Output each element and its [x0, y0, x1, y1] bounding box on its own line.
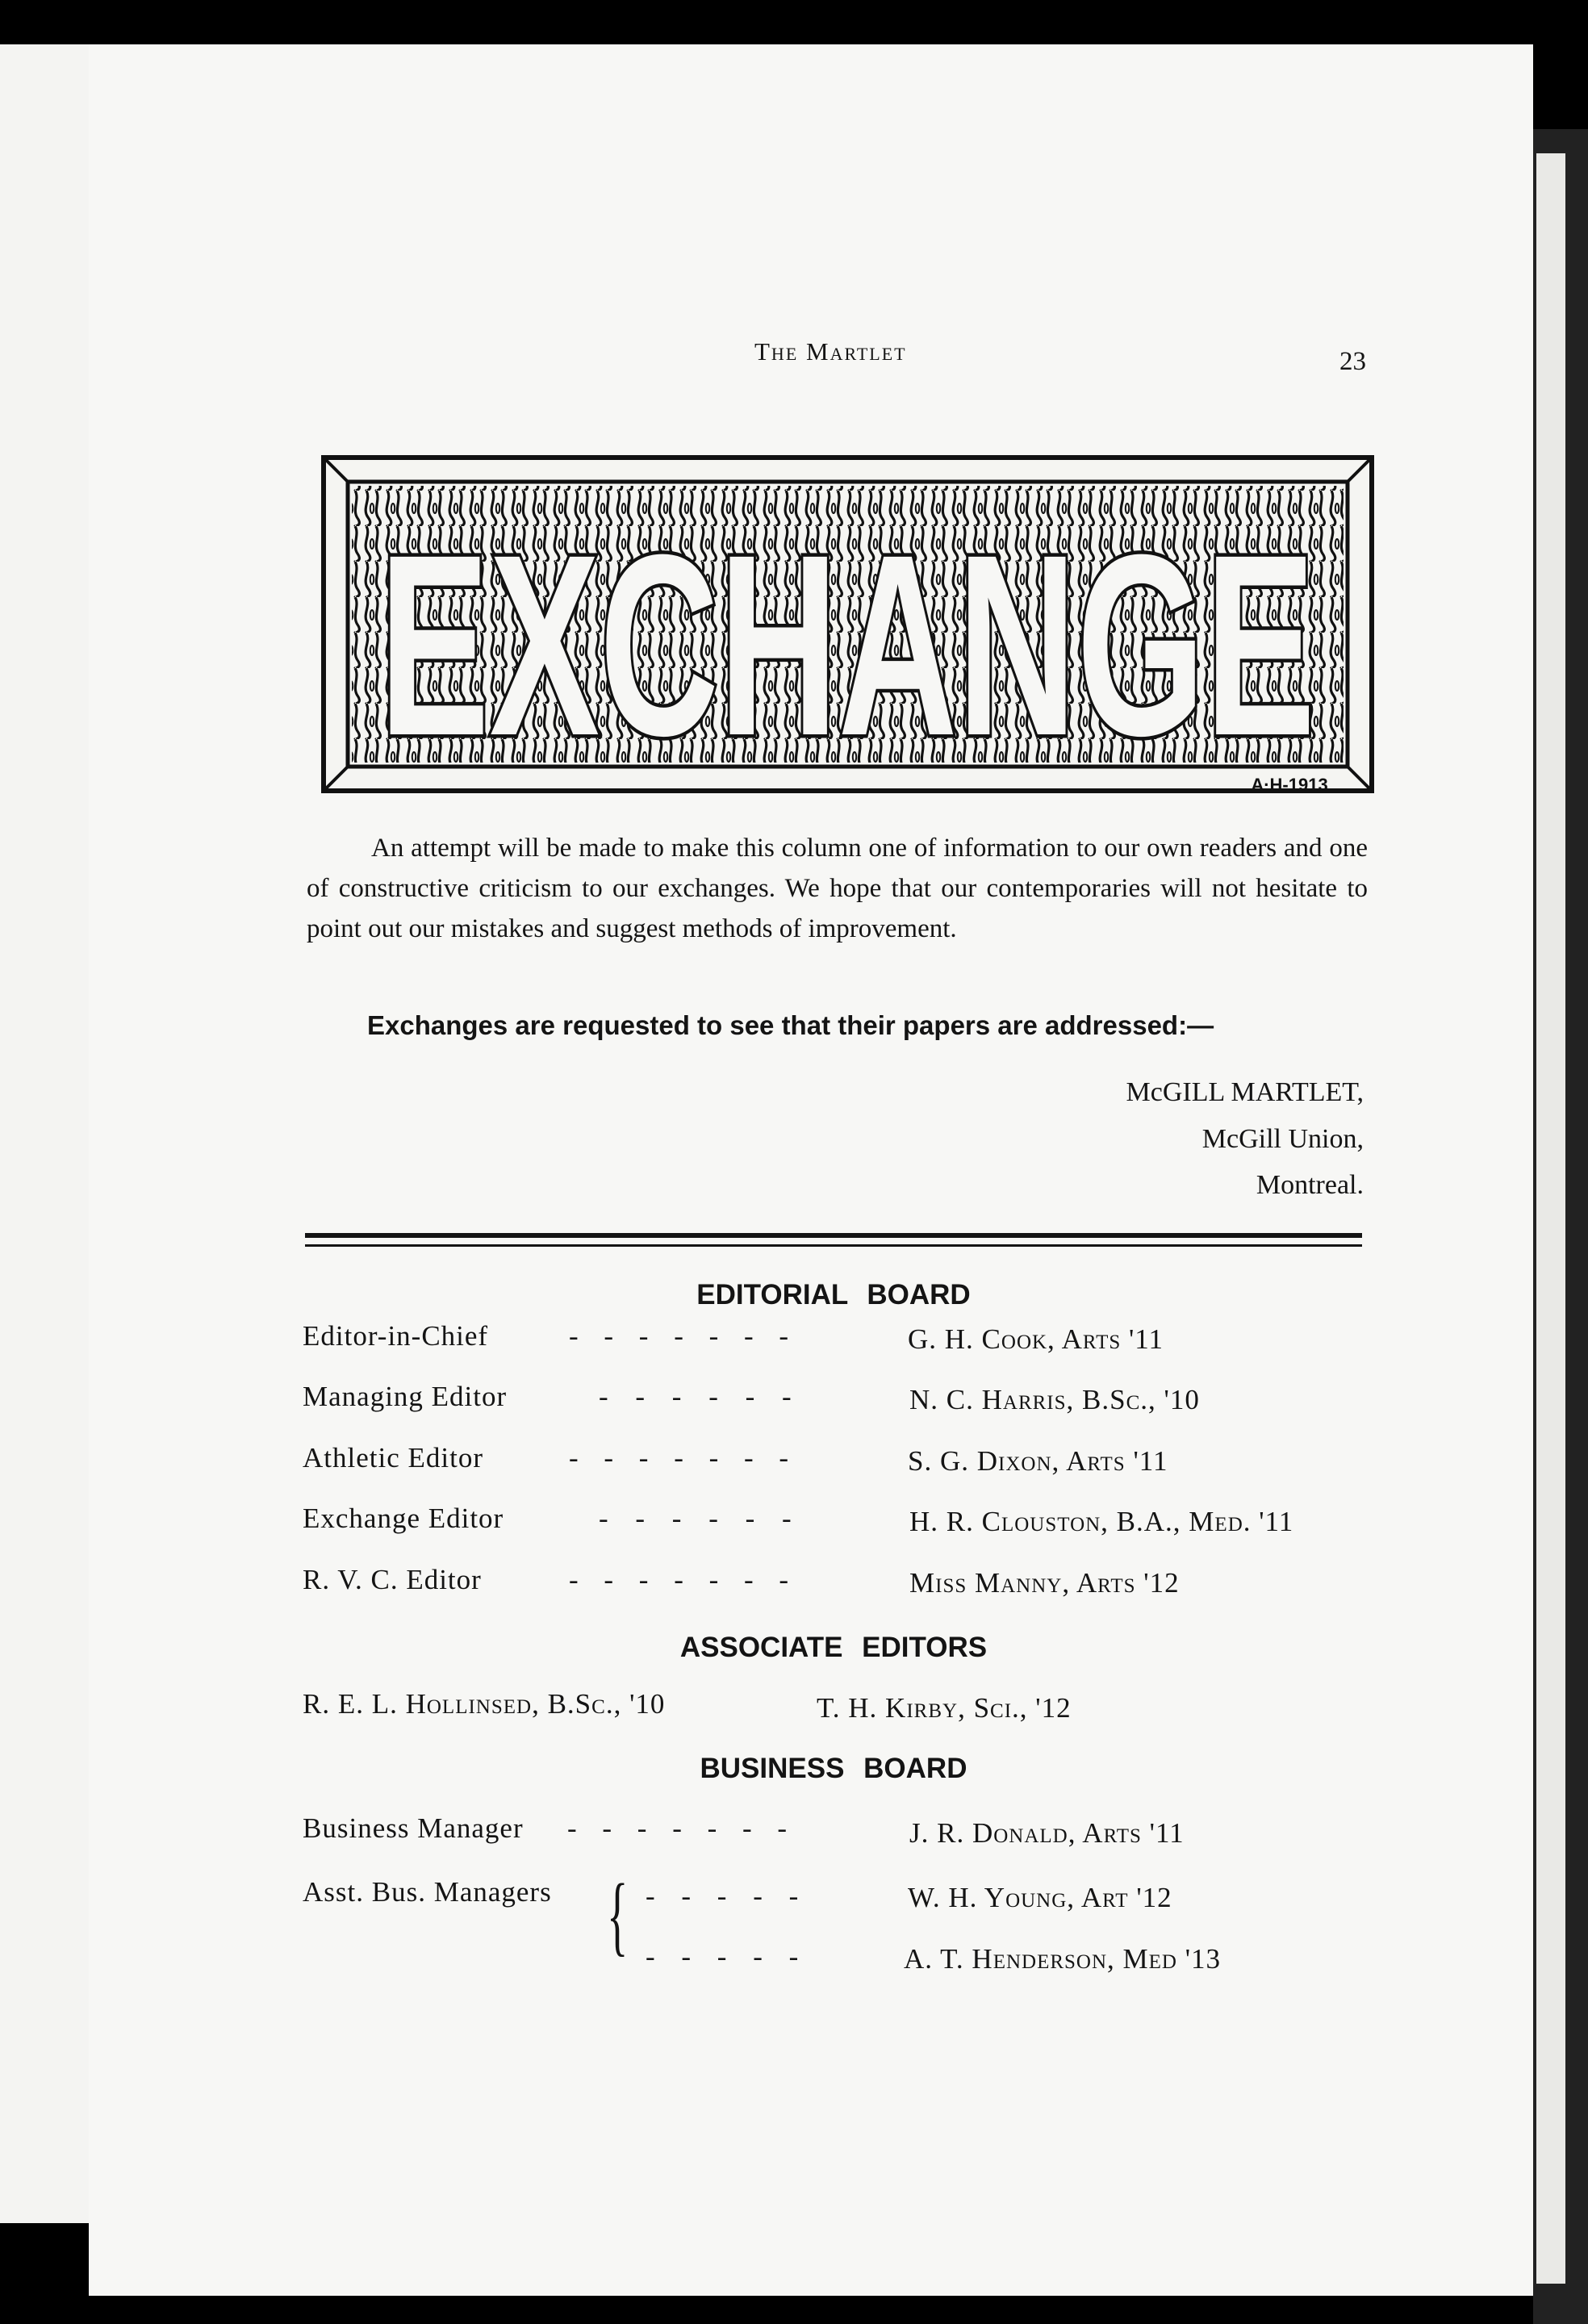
running-title: The Martlet	[754, 337, 907, 366]
leader-dots: - - - - -	[646, 1941, 799, 1972]
staff-name: Miss Manny, Arts '12	[909, 1567, 1180, 1599]
next-page-edge	[1536, 153, 1565, 2284]
leader-dots: - - - - - - -	[567, 1812, 788, 1844]
double-rule-lower	[305, 1244, 1362, 1247]
banner-heading: EXCHANGE	[379, 500, 1315, 789]
staff-role: Managing Editor	[303, 1381, 508, 1412]
exchange-banner	[321, 455, 1374, 796]
associate-editor-name: R. E. L. Hollinsed, B.Sc., '10	[303, 1688, 666, 1720]
editorial-board-title: EDITORIAL BOARD	[696, 1279, 971, 1310]
staff-name: W. H. Young, Art '12	[908, 1882, 1172, 1913]
address-line-3: Montreal.	[1256, 1170, 1364, 1200]
intro-paragraph	[307, 828, 1368, 949]
artist-mark: A·H-1913	[1251, 775, 1328, 795]
associate-editor-name: T. H. Kirby, Sci., '12	[817, 1692, 1072, 1724]
staff-name: S. G. Dixon, Arts '11	[908, 1445, 1168, 1477]
leader-dots: - - - - - - -	[569, 1320, 789, 1352]
double-rule-upper	[305, 1233, 1362, 1238]
leader-dots: - - - - -	[646, 1880, 799, 1912]
address-line-1: McGILL MARTLET,	[1126, 1077, 1364, 1107]
staff-name: N. C. Harris, B.Sc., '10	[909, 1384, 1200, 1415]
staff-name: G. H. Cook, Arts '11	[908, 1323, 1164, 1355]
grouping-brace: {	[607, 1866, 629, 1964]
associate-editors-title: ASSOCIATE EDITORS	[679, 1632, 988, 1663]
leader-dots: - - - - - -	[599, 1503, 792, 1534]
staff-name: A. T. Henderson, Med '13	[904, 1943, 1222, 1975]
leader-dots: - - - - - -	[599, 1381, 792, 1412]
address-line-2: McGill Union,	[1201, 1124, 1364, 1154]
intro-text: An attempt will be made to make this column one of information to our own readers and one of constructive criticism to our exchanges. We hope that our contemporaries will not hesitate to point out our mistakes and suggest methods of improvement.	[307, 834, 1368, 943]
staff-name: H. R. Clouston, B.A., Med. '11	[909, 1506, 1294, 1537]
staff-name: J. R. Donald, Arts '11	[909, 1817, 1185, 1849]
staff-role: Asst. Bus. Managers	[303, 1876, 552, 1908]
staff-role: Business Manager	[303, 1812, 524, 1844]
page-number: 23	[1339, 347, 1366, 376]
staff-role: Editor-in-Chief	[303, 1320, 489, 1352]
staff-role: R. V. C. Editor	[303, 1564, 482, 1595]
leader-dots: - - - - - - -	[569, 1564, 789, 1595]
business-board-title: BUSINESS BOARD	[700, 1753, 967, 1784]
address-request: Exchanges are requested to see that their papers are addressed:—	[367, 1010, 1214, 1040]
staff-role: Athletic Editor	[303, 1442, 483, 1473]
staff-role: Exchange Editor	[303, 1503, 504, 1534]
leader-dots: - - - - - - -	[569, 1442, 789, 1473]
facing-page-edge	[0, 44, 95, 2223]
